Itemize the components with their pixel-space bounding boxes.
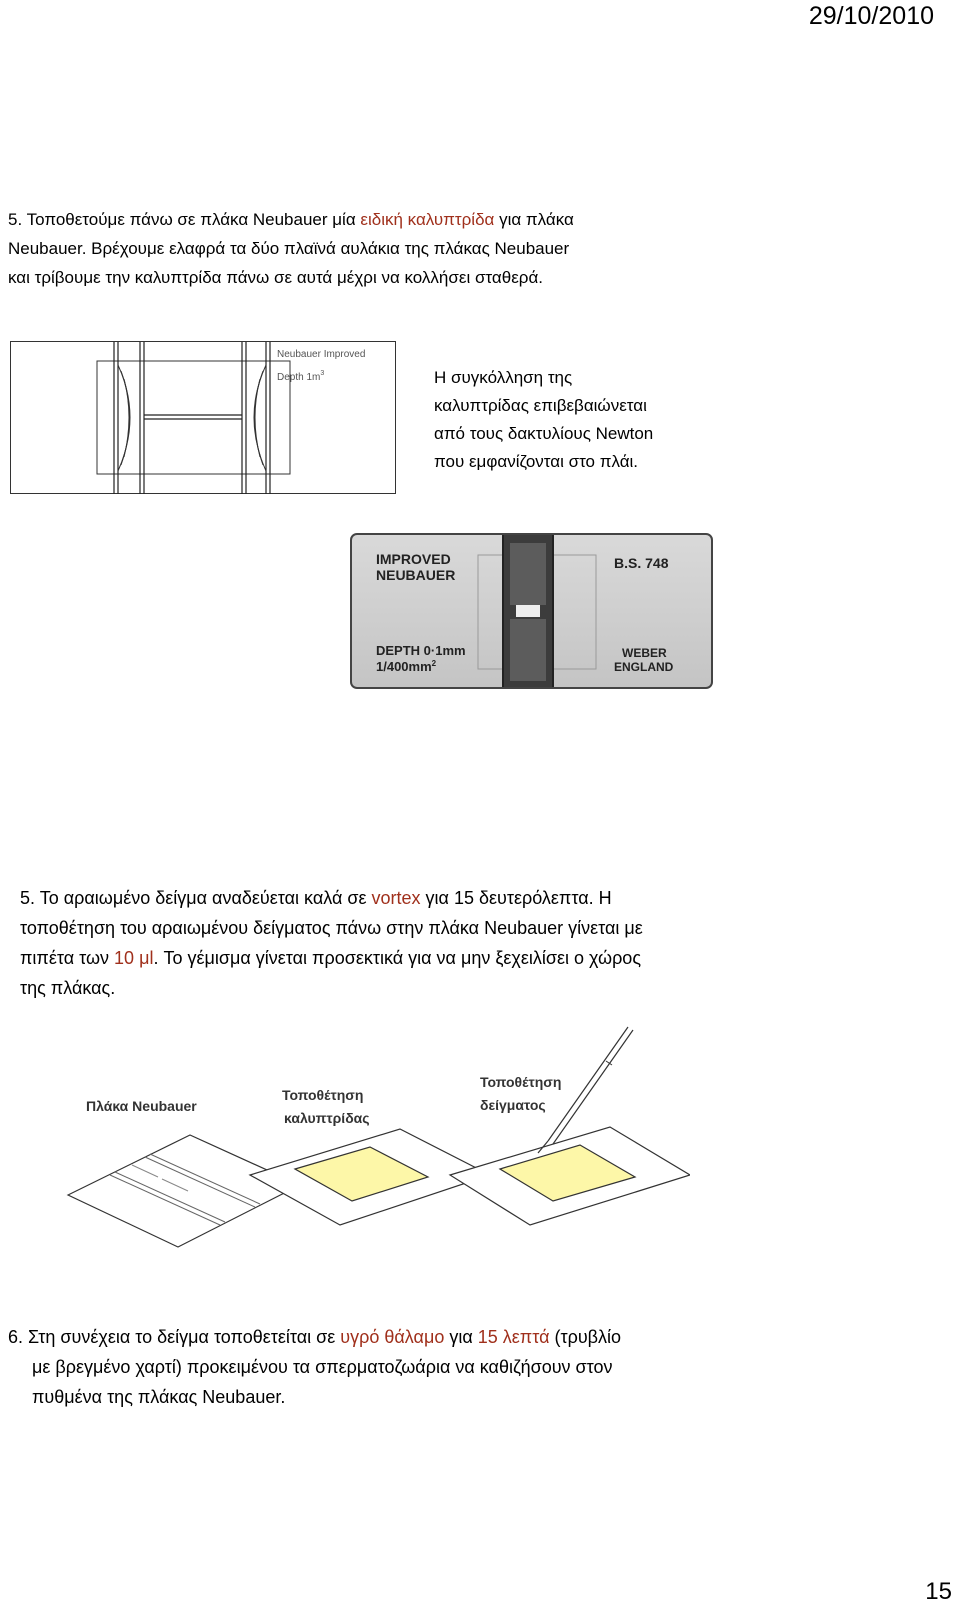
step6-line1-mid: για bbox=[444, 1327, 478, 1347]
step5b-line1 bbox=[20, 883, 643, 913]
slide-text-improved: IMPROVED bbox=[376, 551, 451, 567]
step6-line2: με βρεγμένο χαρτί) προκειμένου τα σπερματοζωάρια να καθιζήσουν στον bbox=[32, 1357, 613, 1377]
step6-line3: πυθμένα της πλάκας Neubauer. bbox=[32, 1387, 286, 1407]
step6-line1-text: 6. Στη συνέχεια το δείγμα τοποθετείται σε bbox=[8, 1327, 341, 1347]
step5a-line2: Neubauer. Βρέχουμε ελαφρά τα δύο πλαϊνά αυλάκια της πλάκας Neubauer bbox=[8, 239, 570, 258]
caption-line: καλυπτρίδας επιβεβαιώνεται bbox=[434, 396, 647, 415]
slide-text-neubauer: NEUBAUER bbox=[376, 567, 456, 583]
label-sample-line1: Τοποθέτηση bbox=[480, 1074, 562, 1090]
step5b-line4: της πλάκας. bbox=[20, 978, 116, 998]
slide-text-bs748: B.S. 748 bbox=[614, 555, 669, 571]
step6-highlight-chamber: υγρό θάλαμο bbox=[340, 1327, 445, 1347]
step5b-line3-end: . Το γέμισμα γίνεται προσεκτικά για να μην ξεχειλίσει ο χώρος bbox=[153, 948, 641, 968]
step5a-line1-text: 5. Τοποθετούμε πάνω σε πλάκα Neubauer μία bbox=[8, 210, 361, 229]
diagram-label-depth-sup: 3 bbox=[320, 370, 325, 377]
diagram-label-depth bbox=[277, 370, 324, 383]
slide-text-weber: WEBER bbox=[622, 646, 667, 660]
slide-text-depth: DEPTH 0·1mm bbox=[376, 643, 466, 658]
step5b-line1-end: για 15 δευτερόλεπτα. Η bbox=[420, 888, 612, 908]
step6-highlight-duration: 15 λεπτά bbox=[477, 1327, 550, 1347]
newton-rings-caption bbox=[434, 364, 653, 476]
step5a-line1 bbox=[8, 205, 574, 234]
caption-line: που εμφανίζονται στο πλάι. bbox=[434, 452, 639, 471]
header-date: 29/10/2010 bbox=[808, 2, 934, 30]
label-sample-line2: δείγματος bbox=[480, 1097, 546, 1113]
step5a-line3: και τρίβουμε την καλυπτρίδα πάνω σε αυτά μέχρι να κολλήσει σταθερά. bbox=[8, 268, 543, 287]
slide-text-england: ENGLAND bbox=[614, 660, 674, 674]
step5b-line3 bbox=[20, 943, 643, 973]
step5b-line3-text: πιπέτα των bbox=[20, 948, 115, 968]
step6-paragraph bbox=[8, 1322, 621, 1412]
diagram-label-improved: Neubauer Improved bbox=[277, 349, 366, 360]
neubauer-slide-diagram bbox=[10, 341, 396, 495]
step5b-paragraph bbox=[20, 883, 643, 1003]
neubauer-slide-photo bbox=[350, 533, 714, 691]
slide-text-area-value: 1/400mm bbox=[376, 659, 432, 674]
slide-text-area bbox=[376, 659, 437, 674]
label-coverslip-line1: Τοποθέτηση bbox=[282, 1087, 364, 1103]
diagram-label-depth-text: Depth 1m bbox=[277, 372, 321, 383]
loading-steps-illustration bbox=[50, 1025, 690, 1260]
step5a-highlight: ειδική καλυπτρίδα bbox=[360, 210, 495, 229]
step5b-line1-text: 5. Το αραιωμένο δείγμα αναδεύεται καλά σε bbox=[20, 888, 372, 908]
step5a-line1-end: για πλάκα bbox=[494, 210, 574, 229]
step6-line1-end: (τρυβλίο bbox=[549, 1327, 622, 1347]
label-neubauer-slide: Πλάκα Neubauer bbox=[86, 1098, 197, 1114]
step5b-highlight-volume: 10 μl bbox=[114, 948, 154, 968]
plain-slide-drawing bbox=[68, 1135, 300, 1247]
label-coverslip-line2: καλυπτρίδας bbox=[284, 1110, 370, 1126]
step6-line1 bbox=[8, 1322, 621, 1352]
step5a-paragraph bbox=[8, 205, 574, 292]
page-number: 15 bbox=[925, 1578, 952, 1605]
step5b-line2: τοποθέτηση του αραιωμένου δείγματος πάνω στην πλάκα Neubauer γίνεται με bbox=[20, 918, 643, 938]
caption-line: Η συγκόλληση της bbox=[434, 368, 573, 387]
caption-line: από τους δακτυλίους Newton bbox=[434, 424, 654, 443]
slide-text-area-sup: 2 bbox=[431, 659, 437, 668]
slide-with-sample-drawing bbox=[450, 1027, 690, 1225]
step5b-highlight-vortex: vortex bbox=[371, 888, 421, 908]
